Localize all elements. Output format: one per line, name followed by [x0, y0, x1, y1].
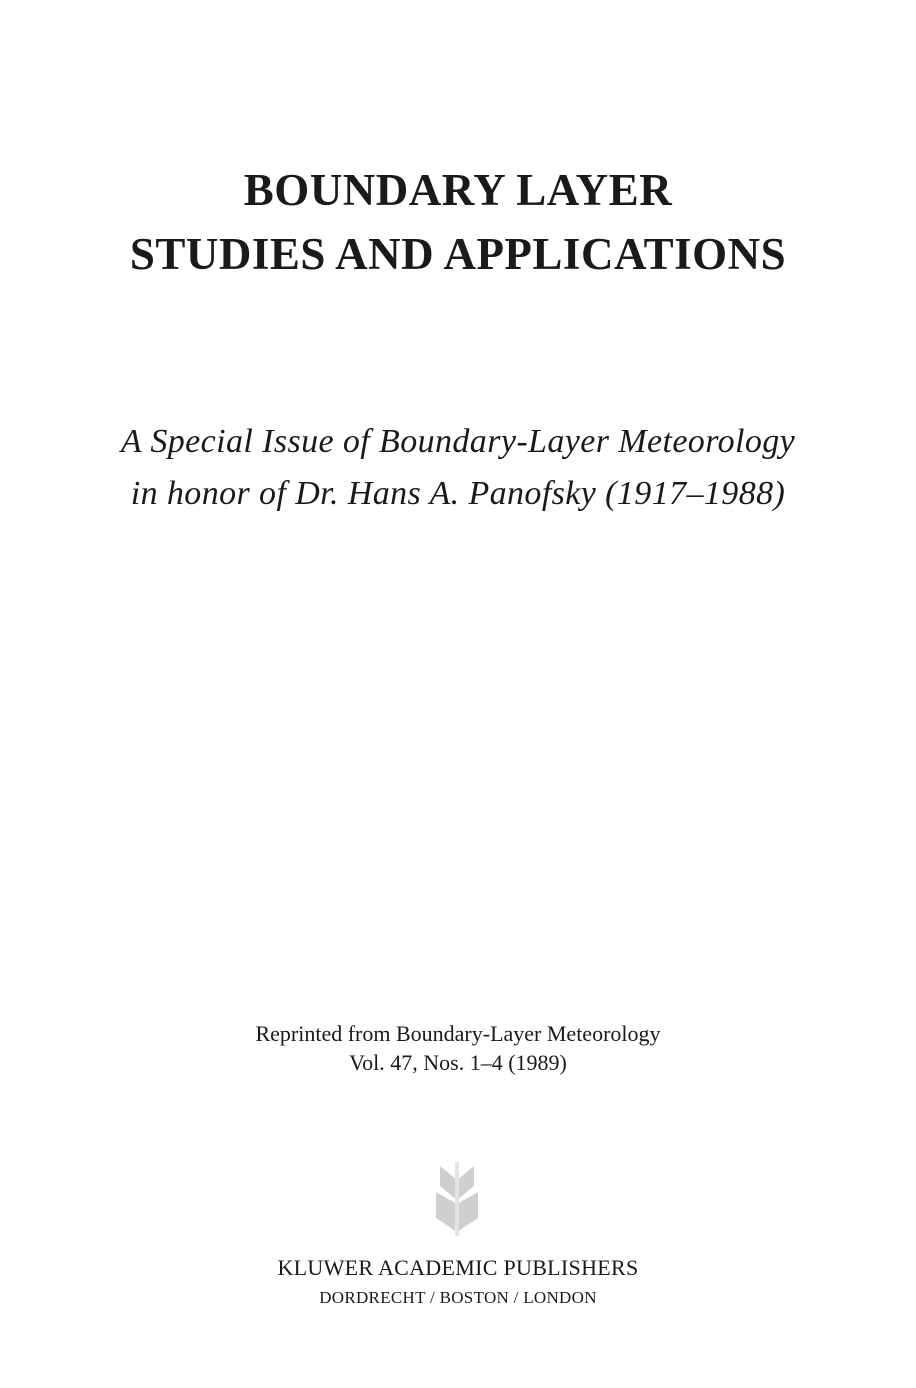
reprint-volume: Vol. 47, Nos. 1–4 (1989) — [349, 1050, 567, 1075]
book-subtitle-line-2: in honor of Dr. Hans A. Panofsky (1917–1988) — [130, 475, 786, 512]
publisher-name: KLUWER ACADEMIC PUBLISHERS — [277, 1255, 639, 1280]
book-subtitle — [0, 416, 916, 520]
publisher-logo-icon — [430, 1160, 484, 1238]
publisher-block — [0, 1253, 916, 1313]
book-title-line-2: STUDIES AND APPLICATIONS — [129, 229, 787, 279]
publisher-cities: DORDRECHT / BOSTON / LONDON — [319, 1288, 597, 1307]
book-title-line-1: BOUNDARY LAYER — [243, 165, 673, 215]
book-title — [0, 158, 916, 286]
book-subtitle-line-1: A Special Issue of Boundary-Layer Meteorology — [120, 423, 796, 460]
publisher-logo-graphic — [430, 1160, 484, 1238]
reprint-source: Reprinted from Boundary-Layer Meteorology — [255, 1021, 661, 1046]
reprint-note — [0, 1019, 916, 1077]
